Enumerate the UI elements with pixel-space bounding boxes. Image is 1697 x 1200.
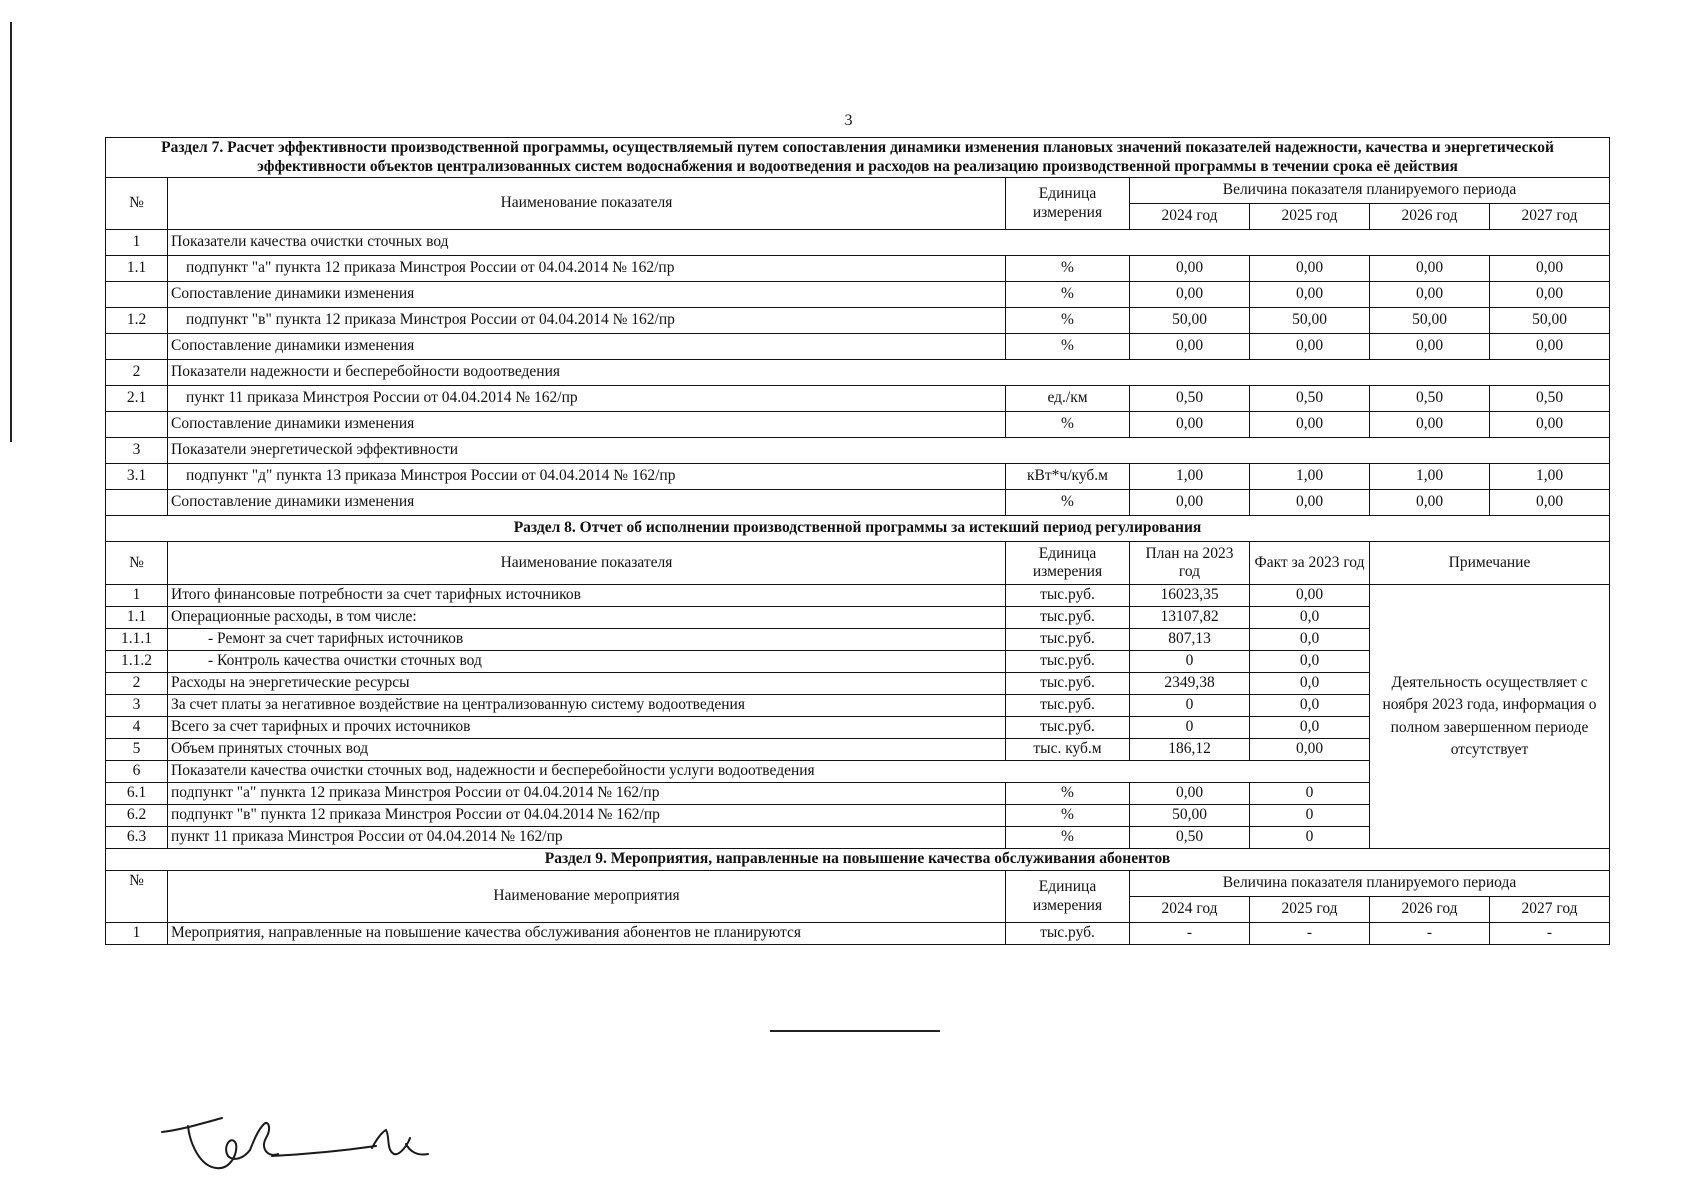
indicator-name: подпункт "а" пункта 12 приказа Минстроя России от 04.04.2014 № 162/пр: [168, 783, 1006, 805]
header-plan: План на 2023 год: [1130, 542, 1250, 585]
handwritten-signature: [160, 1110, 440, 1180]
row-number: 1.1.2: [106, 651, 168, 673]
fact-value: 0,0: [1250, 695, 1370, 717]
fact-value: 0,0: [1250, 651, 1370, 673]
indicator-value: 0,00: [1250, 256, 1370, 282]
header-year: 2027 год: [1490, 204, 1610, 230]
plan-value: 13107,82: [1130, 607, 1250, 629]
row-number: 6.2: [106, 805, 168, 827]
indicator-unit: тыс.руб.: [1006, 629, 1130, 651]
fact-value: 0: [1250, 827, 1370, 849]
measure-name: Мероприятия, направленные на повышение качества обслуживания абонентов не планируются: [168, 923, 1006, 945]
section7-row: [106, 490, 1610, 516]
indicator-name: подпункт "д" пункта 13 приказа Минстроя России от 04.04.2014 № 162/пр: [168, 464, 1006, 490]
indicator-unit: тыс. куб.м: [1006, 739, 1130, 761]
row-number: 1.1: [106, 256, 168, 282]
margin-line: [10, 22, 12, 442]
indicator-value: 0,00: [1490, 490, 1610, 516]
footer-line: [770, 1030, 940, 1032]
section7-row: [106, 282, 1610, 308]
indicator-unit: тыс.руб.: [1006, 585, 1130, 607]
indicator-value: 1,00: [1490, 464, 1610, 490]
section7-row: [106, 256, 1610, 282]
indicator-value: 0,00: [1490, 282, 1610, 308]
row-number: 1: [106, 230, 168, 256]
page-number: 3: [844, 112, 853, 129]
section8-title: Раздел 8. Отчет об исполнении производственной программы за истекший период регулирования: [106, 516, 1610, 542]
indicator-unit: тыс.руб.: [1006, 673, 1130, 695]
indicator-value: 0,00: [1370, 282, 1490, 308]
indicator-value: 0,00: [1130, 334, 1250, 360]
indicator-unit: %: [1006, 308, 1130, 334]
header-name: Наименование показателя: [168, 178, 1006, 230]
section7-header-row: [106, 178, 1610, 204]
indicator-value: 0,00: [1130, 282, 1250, 308]
indicator-name: Сопоставление динамики изменения: [168, 334, 1006, 360]
header-year: 2025 год: [1250, 204, 1370, 230]
indicator-name: - Ремонт за счет тарифных источников: [168, 629, 1006, 651]
header-year: 2024 год: [1130, 897, 1250, 923]
plan-value: 0: [1130, 651, 1250, 673]
indicator-value: 0,50: [1370, 386, 1490, 412]
header-name: Наименование показателя: [168, 542, 1006, 585]
fact-value: 0,0: [1250, 607, 1370, 629]
indicator-unit: %: [1006, 490, 1130, 516]
section7-title: Раздел 7. Расчет эффективности производственной программы, осуществляемый путем сопоставления динамики изменения плановых значений показателей надежности, качества и энергетической эффективности объектов централизованных систем водоснабжения и водоотведения и расходов на реализацию производственной программы в течении срока её действия: [106, 138, 1610, 178]
section7-title-row: [106, 138, 1610, 178]
indicator-value: 0,00: [1250, 490, 1370, 516]
header-year: 2026 год: [1370, 897, 1490, 923]
header-num: №: [106, 871, 168, 923]
plan-value: 0,00: [1130, 783, 1250, 805]
indicator-unit: %: [1006, 256, 1130, 282]
measure-unit: тыс.руб.: [1006, 923, 1130, 945]
indicator-name: Расходы на энергетические ресурсы: [168, 673, 1006, 695]
indicator-value: 0,00: [1130, 490, 1250, 516]
row-number: 3: [106, 695, 168, 717]
header-num: №: [106, 178, 168, 230]
indicator-value: 50,00: [1250, 308, 1370, 334]
measure-value: -: [1490, 923, 1610, 945]
plan-value: 16023,35: [1130, 585, 1250, 607]
section9-title: Раздел 9. Мероприятия, направленные на повышение качества обслуживания абонентов: [106, 849, 1610, 871]
indicator-value: 0,50: [1250, 386, 1370, 412]
row-number: 2: [106, 673, 168, 695]
indicator-value: 50,00: [1130, 308, 1250, 334]
indicator-unit: тыс.руб.: [1006, 695, 1130, 717]
indicator-name: Сопоставление динамики изменения: [168, 282, 1006, 308]
indicator-value: 0,00: [1250, 334, 1370, 360]
plan-value: 807,13: [1130, 629, 1250, 651]
row-number: 2.1: [106, 386, 168, 412]
indicator-unit: тыс.руб.: [1006, 651, 1130, 673]
row-number: 3: [106, 438, 168, 464]
header-year: 2025 год: [1250, 897, 1370, 923]
header-note: Примечание: [1370, 542, 1610, 585]
measure-value: -: [1250, 923, 1370, 945]
group-name: Показатели качества очистки сточных вод: [168, 230, 1610, 256]
plan-value: 2349,38: [1130, 673, 1250, 695]
row-number: 6.3: [106, 827, 168, 849]
indicator-name: За счет платы за негативное воздействие на централизованную систему водоотведения: [168, 695, 1006, 717]
section7-row: [106, 438, 1610, 464]
plan-value: 186,12: [1130, 739, 1250, 761]
indicator-value: 0,00: [1490, 334, 1610, 360]
row-number: 6.1: [106, 783, 168, 805]
row-number: 6: [106, 761, 168, 783]
indicator-value: 50,00: [1370, 308, 1490, 334]
section7-row: [106, 412, 1610, 438]
section9-title-row: [106, 849, 1610, 871]
row-number: 2: [106, 360, 168, 386]
header-year: 2026 год: [1370, 204, 1490, 230]
section9-row: [106, 923, 1610, 945]
row-number: 1: [106, 585, 168, 607]
indicator-name: пункт 11 приказа Минстроя России от 04.04.2014 № 162/пр: [168, 827, 1006, 849]
indicator-name: Операционные расходы, в том числе:: [168, 607, 1006, 629]
section8-title-row: [106, 516, 1610, 542]
header-year: 2024 год: [1130, 204, 1250, 230]
section8-row: [106, 585, 1610, 607]
indicator-unit: тыс.руб.: [1006, 607, 1130, 629]
row-number: [106, 282, 168, 308]
measure-value: -: [1130, 923, 1250, 945]
indicator-value: 0,00: [1370, 256, 1490, 282]
row-number: 5: [106, 739, 168, 761]
fact-value: 0: [1250, 805, 1370, 827]
row-number: 1.1: [106, 607, 168, 629]
indicator-unit: ед./км: [1006, 386, 1130, 412]
plan-value: 50,00: [1130, 805, 1250, 827]
row-number: [106, 490, 168, 516]
indicator-value: 1,00: [1130, 464, 1250, 490]
indicator-unit: %: [1006, 282, 1130, 308]
indicator-value: 0,00: [1370, 334, 1490, 360]
indicator-name: Сопоставление динамики изменения: [168, 412, 1006, 438]
header-fact: Факт за 2023 год: [1250, 542, 1370, 585]
group-name: Показатели надежности и бесперебойности водоотведения: [168, 360, 1610, 386]
production-program-table: [105, 137, 1610, 945]
indicator-name: Сопоставление динамики изменения: [168, 490, 1006, 516]
group-name: Показатели качества очистки сточных вод, надежности и бесперебойности услуги водоотведения: [168, 761, 1370, 783]
header-year: 2027 год: [1490, 897, 1610, 923]
section7-row: [106, 230, 1610, 256]
row-number: 3.1: [106, 464, 168, 490]
header-period: Величина показателя планируемого периода: [1130, 178, 1610, 204]
indicator-value: 50,00: [1490, 308, 1610, 334]
indicator-name: Всего за счет тарифных и прочих источников: [168, 717, 1006, 739]
row-number: [106, 412, 168, 438]
section7-row: [106, 308, 1610, 334]
fact-value: 0,00: [1250, 585, 1370, 607]
indicator-unit: %: [1006, 412, 1130, 438]
indicator-value: 0,00: [1130, 412, 1250, 438]
section7-row: [106, 464, 1610, 490]
row-number: 1.1.1: [106, 629, 168, 651]
fact-value: 0,0: [1250, 629, 1370, 651]
indicator-value: 0,00: [1370, 490, 1490, 516]
header-period: Величина показателя планируемого периода: [1130, 871, 1610, 897]
indicator-name: Объем принятых сточных вод: [168, 739, 1006, 761]
header-unit: Единица измерения: [1006, 178, 1130, 230]
indicator-value: 0,00: [1370, 412, 1490, 438]
fact-value: 0,0: [1250, 717, 1370, 739]
indicator-unit: %: [1006, 334, 1130, 360]
indicator-name: подпункт "в" пункта 12 приказа Минстроя России от 04.04.2014 № 162/пр: [168, 308, 1006, 334]
fact-value: 0: [1250, 783, 1370, 805]
indicator-name: - Контроль качества очистки сточных вод: [168, 651, 1006, 673]
indicator-unit: кВт*ч/куб.м: [1006, 464, 1130, 490]
indicator-unit: %: [1006, 827, 1130, 849]
indicator-value: 0,00: [1490, 256, 1610, 282]
indicator-name: пункт 11 приказа Минстроя России от 04.04.2014 № 162/пр: [168, 386, 1006, 412]
indicator-value: 0,00: [1130, 256, 1250, 282]
row-number: [106, 334, 168, 360]
plan-value: 0: [1130, 717, 1250, 739]
indicator-unit: %: [1006, 805, 1130, 827]
indicator-value: 0,50: [1490, 386, 1610, 412]
indicator-name: подпункт "в" пункта 12 приказа Минстроя России от 04.04.2014 № 162/пр: [168, 805, 1006, 827]
row-number: 4: [106, 717, 168, 739]
indicator-value: 0,00: [1490, 412, 1610, 438]
measure-value: -: [1370, 923, 1490, 945]
indicator-value: 1,00: [1370, 464, 1490, 490]
section8-header-row: [106, 542, 1610, 585]
section7-row: [106, 334, 1610, 360]
table-body: [106, 138, 1610, 945]
indicator-name: подпункт "а" пункта 12 приказа Минстроя России от 04.04.2014 № 162/пр: [168, 256, 1006, 282]
section9-header-row: [106, 871, 1610, 897]
row-number: 1.2: [106, 308, 168, 334]
indicator-value: 0,00: [1250, 282, 1370, 308]
plan-value: 0: [1130, 695, 1250, 717]
row-number: 1: [106, 923, 168, 945]
indicator-value: 1,00: [1250, 464, 1370, 490]
header-unit: Единица измерения: [1006, 542, 1130, 585]
header-name: Наименование мероприятия: [168, 871, 1006, 923]
note-cell: Деятельность осуществляет с ноября 2023 года, информация о полном завершенном периоде отсутствует: [1370, 585, 1610, 849]
indicator-value: 0,00: [1250, 412, 1370, 438]
group-name: Показатели энергетической эффективности: [168, 438, 1610, 464]
header-num: №: [106, 542, 168, 585]
fact-value: 0,0: [1250, 673, 1370, 695]
section7-row: [106, 360, 1610, 386]
indicator-value: 0,50: [1130, 386, 1250, 412]
plan-value: 0,50: [1130, 827, 1250, 849]
indicator-name: Итого финансовые потребности за счет тарифных источников: [168, 585, 1006, 607]
section7-row: [106, 386, 1610, 412]
fact-value: 0,00: [1250, 739, 1370, 761]
header-unit: Единица измерения: [1006, 871, 1130, 923]
indicator-unit: тыс.руб.: [1006, 717, 1130, 739]
indicator-unit: %: [1006, 783, 1130, 805]
